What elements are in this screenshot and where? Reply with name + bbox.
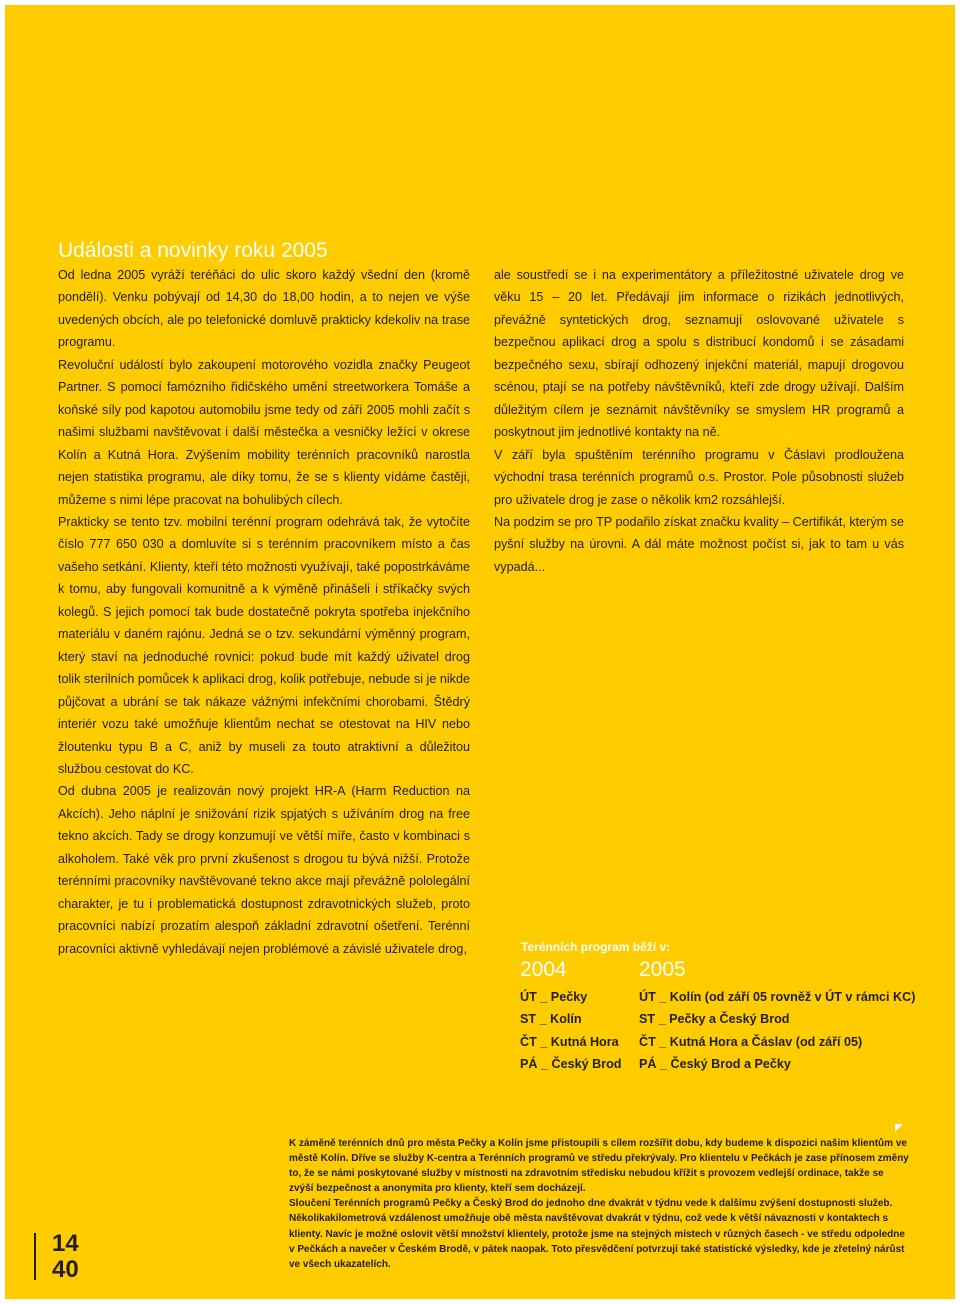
page-number-top: 14 — [52, 1230, 79, 1257]
paragraph: Prakticky se tento tzv. mobilní terénní program odehrává tak, že vytočíte číslo 777 650 030 a domluvíte si s terénním pracovníkem místo a čas vašeho setkání. Klienty, kteří této možnosti využívají, také popostrkáváme k tomu, aby fungovali komunitně a k výměně přinášeli i stříkačky svých kolegů. S jejich pomocí tak bude dostatečně pokryta spotřeba injekčního materiálu v daném rajónu. Jedná se o tzv. sekundární výměnný program, který staví na jednoduché rovnici: pokud bude mít každý uživatel drog tolik sterilních pomůcek k aplikaci drog, kolik potřebuje, nebude si je nikde půjčovat a ubrání se tak nákaze vážnými infekčními chorobami. Štědrý interiér vozu také umožňuje klientům nechat se otestovat na HIV nebo žloutenku typu B a C, aniž by museli za touto atraktivní a důležitou službou cestovat do KC. — [58, 514, 470, 776]
schedule-box — [499, 918, 955, 1080]
footer-paragraph: K záměně terénních dnů pro města Pečky a Kolín jsme přistoupili s cílem rozšířit dobu, kdy budeme k dispozici našim klientům ve městě Kolín. Dříve se služby K-centra a Terénních programů ve středu překrývaly. Pro klientelu v Pečkách je zase přínosem změny to, že se námi poskytované služby v místnosti na zdravotním středisku nebudou křížit s provozem vedlejší ordinace, takže se zvýší bezpečnost a anonymita pro klienty, kteří sem docházejí. — [289, 1138, 909, 1195]
year-label-2005: 2005 — [639, 958, 686, 981]
paragraph: Od dubna 2005 je realizován nový projekt HR-A (Harm Reduction na Akcích). Jeho náplní je snižování rizik spjatých s užíváním drog na free tekno akcích. Tady se drogy konzumují ve větší míře, často v kombinaci s alkoholem. Také věk pro první zkušenost s drogou tu bývá nižší. Protože terénními pracovníky navštěvované tekno akce mají převážně pololegální charakter, je tu i problematická dostupnost zdravotnických služeb, proto pracovníci nabízí prozatím alespoň základní zdravotní ošetření. Terénní pracovníci aktivně vyhledávají nejen problémové a závislé uživatele drog, — [58, 784, 470, 956]
schedule-item-2005: ST _ Pečky a Český Brod — [639, 1012, 790, 1026]
section-heading: Události a novinky roku 2005 — [58, 239, 328, 262]
page-number-bar — [34, 1233, 36, 1280]
corner-marker-icon — [895, 1124, 903, 1132]
footer-paragraph: Sloučení Terénních programů Pečky a Český Brod do jednoho dne dvakrát v týdnu vede k dalšímu zvýšení dostupnosti služeb. Několikakilometrová vzdálenost umožňuje obě města navštěvovat dvakrát v týdnu, což vede k větší návaznosti v kontaktech s klienty. Navíc je možné oslovit větší množství klientely, protože jsme na stejných místech v různých časech - ve středu odpoledne v Pečkách a navečer v Českém Brodě, v pátek naopak. Toto přesvědčení potvrzují také statistické výsledky, kde je zřetelný nárůst ve všech ukazatelích. — [289, 1198, 905, 1270]
schedule-item-2005: ÚT _ Kolín (od září 05 rovněž v ÚT v rámci KC) — [639, 990, 916, 1004]
left-column — [58, 264, 470, 960]
paragraph: Na podzim se pro TP podařilo získat značku kvality – Certifikát, kterým se pyšní služby na úrovni. A dál máte možnost počíst si, jak to tam u vás vypadá... — [494, 514, 904, 574]
page — [5, 5, 955, 1299]
right-column — [494, 264, 904, 578]
paragraph: V září byla spuštěním terénního programu v Čáslavi prodloužena východní trasa terénních programů o.s. Prostor. Pole působnosti služeb pro uživatele drog je zase o několik km2 rozsáhlejší. — [494, 447, 904, 507]
footer-note — [289, 1136, 909, 1272]
schedule-item-2004: ČT _ Kutná Hora — [520, 1035, 619, 1049]
page-number-bottom: 40 — [52, 1256, 79, 1283]
paragraph: ale soustředí se i na experimentátory a příležitostné uživatele drog ve věku 15 – 20 let. Předávají jim informace o rizikách jednotlivých, převážně syntetických drog, seznamují oslovované uživatele s bezpečnou aplikací drog a spolu s distribucí kondomů i se zásadami bezpečného sexu, sbírají odhozený injekční materiál, mapují drogovou scénou, ptají se na potřeby návštěvníků, kteří zde drogy užívají. Dalším důležitým cílem je seznámit návštěvníky se smyslem HR programů a poskytnout jim jednotlivé kontakty na ně. — [494, 268, 904, 440]
page-number — [52, 1231, 79, 1283]
schedule-item-2005: ČT _ Kutná Hora a Čáslav (od září 05) — [639, 1035, 863, 1049]
schedule-title: Terénních program běží v: — [521, 940, 671, 954]
schedule-item-2004: PÁ _ Český Brod — [520, 1057, 622, 1071]
paragraph: Revoluční událostí bylo zakoupení motorového vozidla značky Peugeot Partner. S pomocí famózního řidičského umění streetworkera Tomáše a koňské síly pod kapotou automobilu jsme tedy od září 2005 mohli začít s našimi službami navštěvovat i další městečka a vesničky ležící v okrese Kolín a Kutná Hora. Zvýšením mobility terénních pracovníků narostla nejen statistika programu, ale díky tomu, že se s klienty vídáme častěji, můžeme s nimi lépe pracovat na bohulibých cílech. — [58, 357, 470, 507]
year-label-2004: 2004 — [520, 958, 567, 981]
schedule-item-2005: PÁ _ Český Brod a Pečky — [639, 1057, 791, 1071]
schedule-item-2004: ÚT _ Pečky — [520, 990, 588, 1004]
schedule-item-2004: ST _ Kolín — [520, 1012, 582, 1026]
paragraph: Od ledna 2005 vyráží teréňáci do ulic skoro každý všední den (kromě pondělí). Venku pobývají od 14,30 do 18,00 hodin, a to nejen ve výše uvedených obcích, ale po telefonické domluvě prakticky kdekoliv na trase programu. — [58, 268, 470, 350]
